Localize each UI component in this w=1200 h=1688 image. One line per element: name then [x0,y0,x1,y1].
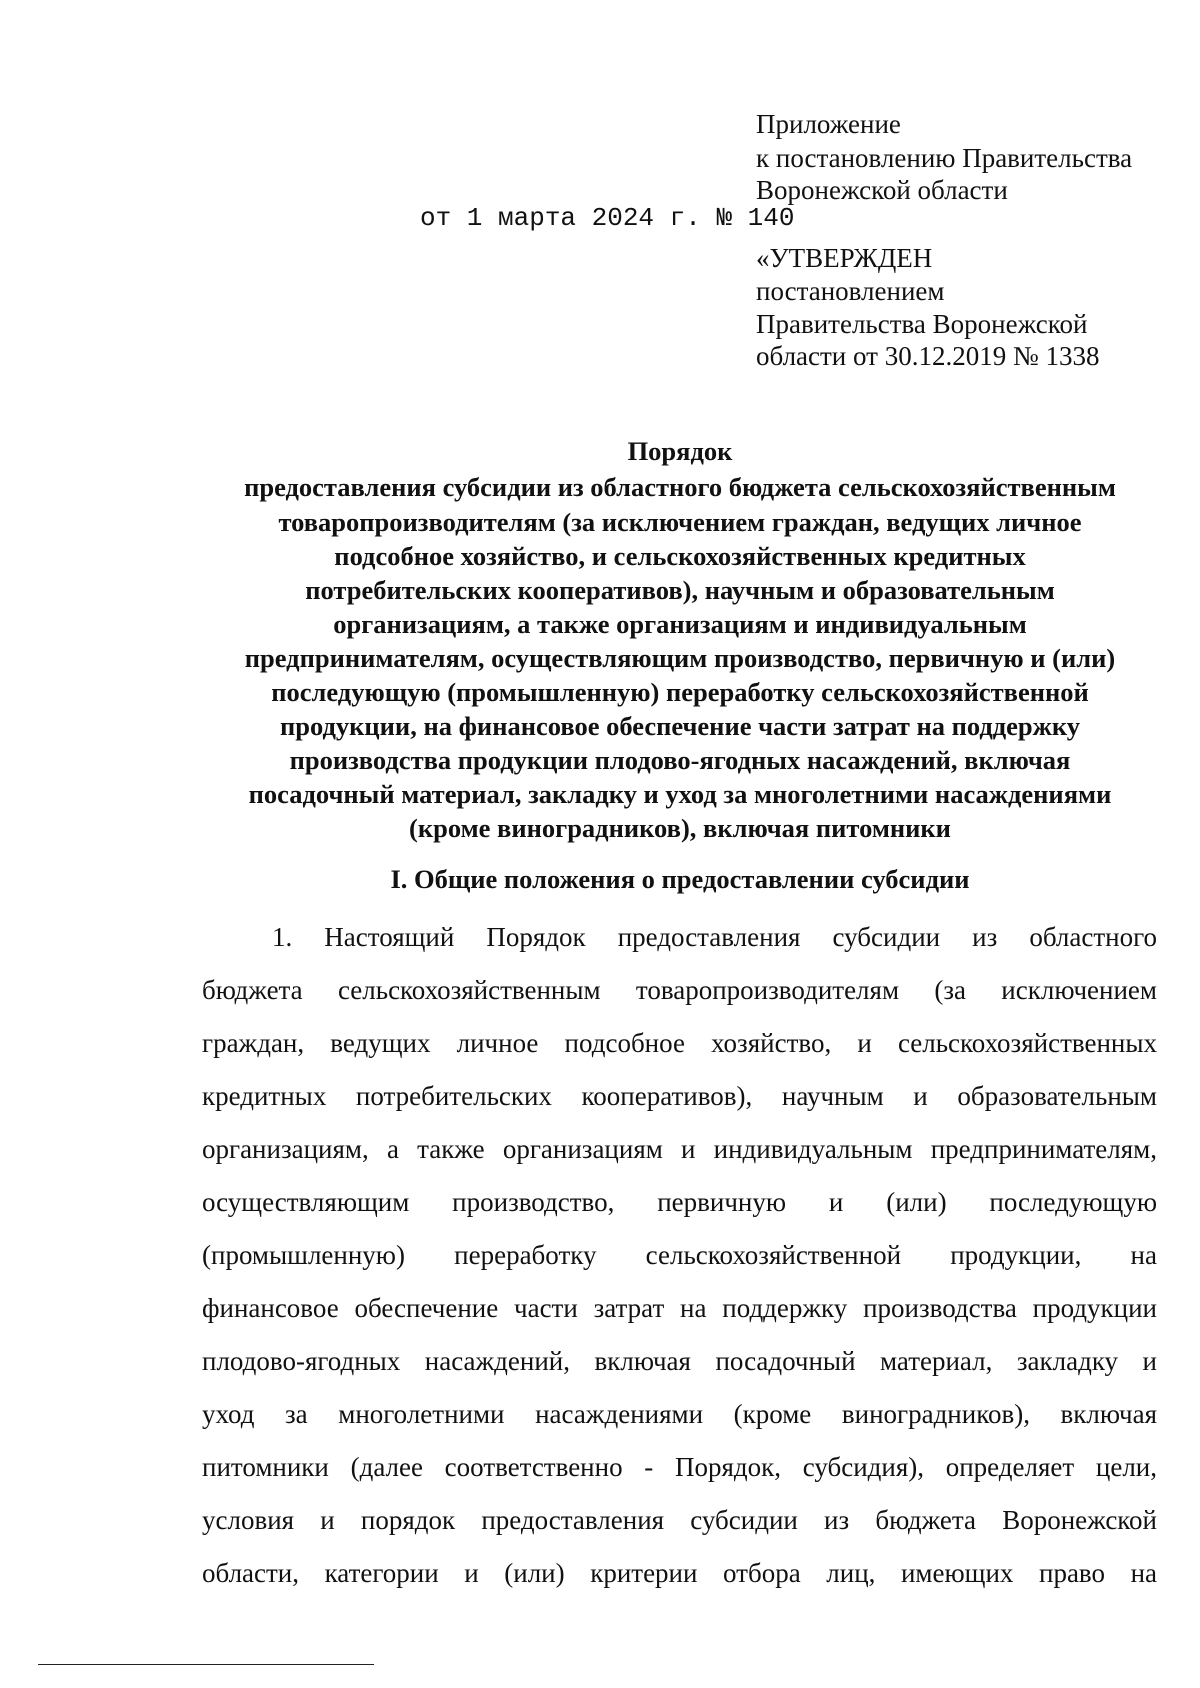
title-line: посадочный материал, закладку и уход за многолетними насаждениями [248,779,1112,809]
section-heading: I. Общие положения о предоставлении субсидии [390,864,970,894]
title-line: предпринимателям, осуществляющим производство, первичную и (или) [244,643,1116,673]
approval-line: постановлением [756,276,945,306]
title-line: товаропроизводителям (за исключением граждан, ведущих личное [278,507,1082,537]
paragraph-line: бюджета сельскохозяйственным товаропроизводителям (за исключением [202,975,1157,1005]
paragraph-line: уход за многолетними насаждениями (кроме виноградников), включая [202,1399,1157,1429]
approval-line: области от 30.12.2019 № 1338 [756,341,1100,371]
footnote-separator [38,1664,374,1665]
title-line: предоставления субсидии из областного бюджета сельскохозяйственным [244,472,1116,502]
paragraph-line: плодово-ягодных насаждений, включая посадочный материал, закладку и [202,1346,1157,1376]
title-line: подсобное хозяйство, и сельскохозяйственных кредитных [334,541,1026,571]
approval-line: «УТВЕРЖДЕН [756,243,933,273]
paragraph-line: питомники (далее соответственно - Порядок, субсидия), определяет цели, [202,1452,1157,1482]
title-line: организациям, а также организациям и индивидуальным [333,609,1027,639]
title-heading: Порядок [627,436,733,466]
title-line: производства продукции плодово-ягодных насаждений, включая [289,745,1071,775]
paragraph-line: области, категории и (или) критерии отбора лиц, имеющих право на [202,1558,1157,1588]
paragraph-line: финансовое обеспечение части затрат на поддержку производства продукции [202,1293,1157,1323]
paragraph-line: кредитных потребительских кооперативов), научным и образовательным [202,1081,1157,1111]
title-line: потребительских кооперативов), научным и образовательным [305,575,1055,605]
approval-line: Правительства Воронежской [756,309,1088,339]
title-line: (кроме виноградников), включая питомники [409,813,951,843]
paragraph-line: осуществляющим производство, первичную и (или) последующую [202,1187,1157,1217]
paragraph-line: организациям, а также организациям и индивидуальным предпринимателям, [202,1134,1157,1164]
appendix-line: Воронежской области [756,175,1008,205]
paragraph-line: (промышленную) переработку сельскохозяйственной продукции, на [202,1240,1157,1270]
resolution-date-number: от 1 марта 2024 г. № 140 [420,203,795,233]
title-line: последующую (промышленную) переработку сельскохозяйственной [271,677,1089,707]
appendix-line: Приложение [756,109,901,139]
paragraph-line: условия и порядок предоставления субсидии из бюджета Воронежской [202,1505,1157,1535]
appendix-line: к постановлению Правительства [756,143,1133,173]
paragraph-line: граждан, ведущих личное подсобное хозяйство, и сельскохозяйственных [202,1028,1157,1058]
title-line: продукции, на финансовое обеспечение части затрат на поддержку [279,711,1081,741]
paragraph-line: 1. Настоящий Порядок предоставления субсидии из областного [272,922,1157,952]
